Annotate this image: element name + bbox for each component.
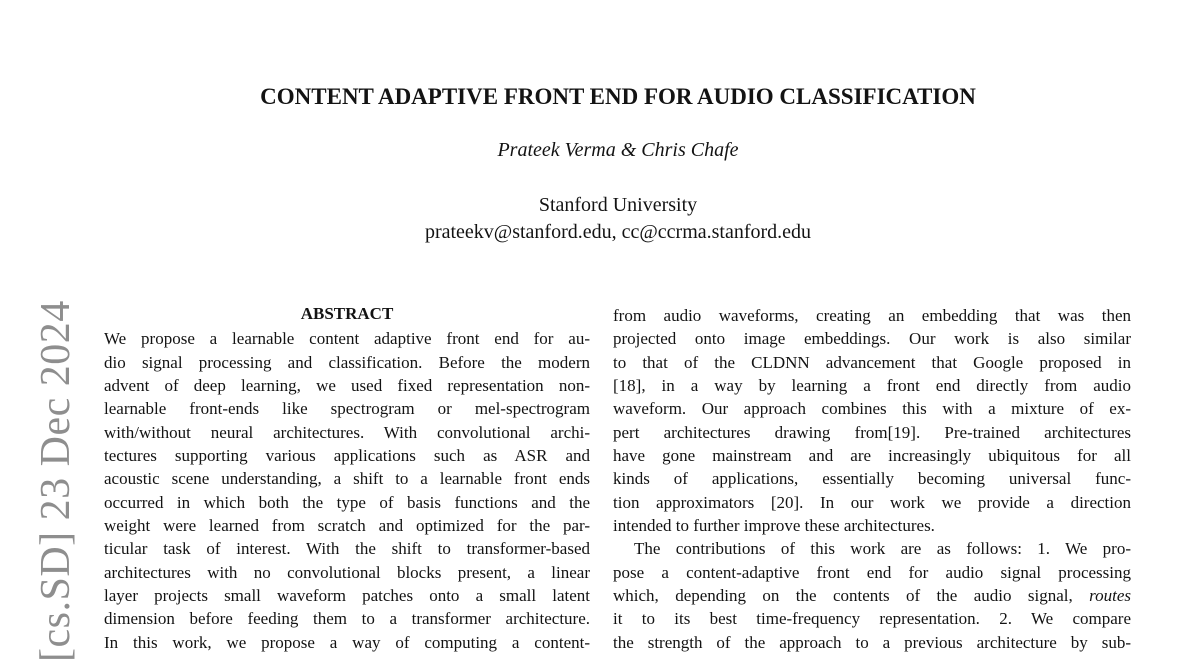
text-line: ticular task of interest. With the shift to transformer-based bbox=[104, 539, 590, 559]
text-line: In this work, we propose a way of computing a content- bbox=[104, 632, 590, 652]
text-line: occurred in which both the type of basis functions and the bbox=[104, 492, 590, 512]
text-line: architectures with no convolutional blocks present, a linear bbox=[104, 562, 590, 582]
text-line: acoustic scene understanding, a shift to a learnable front ends bbox=[104, 469, 590, 489]
body-text bbox=[613, 304, 1131, 654]
abstract-heading: ABSTRACT bbox=[300, 304, 394, 323]
text-line: learnable front-ends like spectrogram or mel-spectrogram bbox=[104, 399, 590, 419]
abstract-text bbox=[104, 327, 590, 654]
text-line: which, depending on the contents of the audio signal, routes bbox=[613, 585, 1131, 605]
text-line: dio signal processing and classification. Before the modern bbox=[104, 352, 590, 372]
text-line: pert architectures drawing from[19]. Pre-trained architectures bbox=[613, 422, 1131, 442]
text-line: kinds of applications, essentially becoming universal func- bbox=[613, 469, 1131, 489]
left-column bbox=[104, 302, 590, 654]
text-line: The contributions of this work are as follows: 1. We pro- bbox=[634, 539, 1131, 559]
paper-title: CONTENT ADAPTIVE FRONT END FOR AUDIO CLASSIFICATION bbox=[260, 84, 976, 109]
text-line: tion approximators [20]. In our work we provide a direction bbox=[613, 492, 1131, 512]
paper-affiliation: Stanford University bbox=[538, 194, 698, 216]
text-line: to that of the CLDNN advancement that Google proposed in bbox=[613, 352, 1131, 372]
paper-emails: prateekv@stanford.edu, cc@ccrma.stanford.edu bbox=[424, 221, 812, 243]
text-line: it to its best time-frequency representation. 2. We compare bbox=[613, 609, 1131, 629]
paper-authors: Prateek Verma & Chris Chafe bbox=[497, 139, 739, 161]
right-column bbox=[613, 304, 1131, 654]
arxiv-watermark: [cs.SD] 23 Dec 2024 bbox=[33, 300, 79, 662]
text-line: the strength of the approach to a previous architecture by sub- bbox=[613, 632, 1131, 652]
text-line: from audio waveforms, creating an embedding that was then bbox=[613, 306, 1131, 325]
text-line: tectures supporting various applications such as ASR and bbox=[104, 445, 590, 465]
text-line: advent of deep learning, we used fixed representation non- bbox=[104, 375, 590, 395]
text-line: with/without neural architectures. With convolutional archi- bbox=[104, 422, 590, 442]
text-line: [18], in a way by learning a front end directly from audio bbox=[613, 375, 1131, 395]
text-line: pose a content-adaptive front end for audio signal processing bbox=[613, 562, 1131, 582]
text-line: waveform. Our approach combines this with a mixture of ex- bbox=[613, 399, 1131, 419]
text-line: weight were learned from scratch and optimized for the par- bbox=[104, 515, 590, 535]
text-line: intended to further improve these architectures. bbox=[613, 515, 935, 535]
text-line: dimension before feeding them to a transformer architecture. bbox=[104, 609, 590, 629]
text-line: projected onto image embeddings. Our work is also similar bbox=[613, 329, 1131, 349]
text-line: have gone mainstream and are increasingly ubiquitous for all bbox=[613, 445, 1131, 465]
text-line: We propose a learnable content adaptive front end for au- bbox=[104, 329, 590, 349]
text-line: layer projects small waveform patches onto a small latent bbox=[104, 585, 590, 605]
